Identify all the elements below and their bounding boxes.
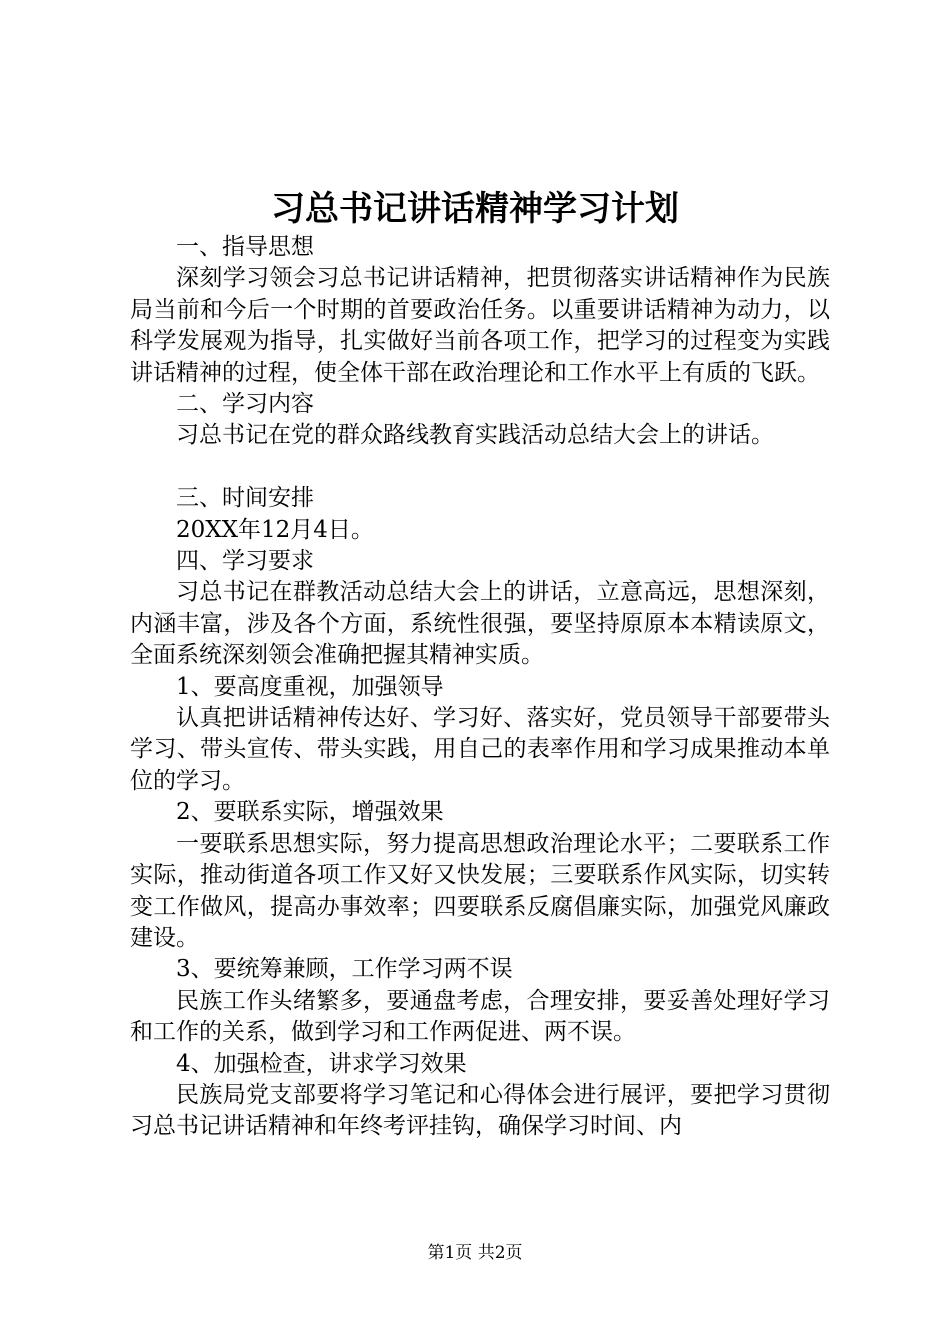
paragraph-time-schedule: 20XX年12月4日。	[176, 516, 374, 543]
paragraph-strengthen-inspection: 民族局党支部要将学习笔记和心得体会进行展评，要把学习贯彻习总书记讲话精神和年终考评挂钩，确保学习时间、内	[130, 1081, 830, 1140]
subheading-attach-importance: 1、要高度重视，加强领导	[176, 673, 444, 700]
blank-line	[130, 452, 830, 483]
heading-guiding-ideology: 一、指导思想	[176, 234, 314, 260]
paragraph-study-content: 习总书记在党的群众路线教育实践活动总结大会上的讲话。	[176, 422, 774, 449]
subheading-overall-planning: 3、要统筹兼顾，工作学习两不误	[176, 956, 513, 983]
document-title: 习总书记讲话精神学习计划	[271, 189, 679, 229]
document-body	[130, 232, 830, 1143]
paragraph-overall-planning: 民族工作头绪繁多，要通盘考虑，合理安排，要妥善处理好学习和工作的关系，做到学习和工作两促进、两不误。	[130, 987, 830, 1046]
subheading-strengthen-inspection: 4、加强检查，讲求学习效果	[176, 1050, 467, 1077]
heading-study-requirements: 四、学习要求	[176, 548, 314, 575]
paragraph-guiding-ideology: 深刻学习领会习总书记讲话精神，把贯彻落实讲话精神作为民族局当前和今后一个时期的首要政治任务。以重要讲话精神为动力，以科学发展观为指导，扎实做好当前各项工作，把学习的过程变为实践讲话精神的过程，使全体干部在政治理论和工作水平上有质的飞跃。	[130, 265, 830, 386]
page-indicator: 第1页 共2页	[427, 1243, 523, 1263]
paragraph-attach-importance: 认真把讲话精神传达好、学习好、落实好，党员领导干部要带头学习、带头宣传、带头实践，用自己的表率作用和学习成果推动本单位的学习。	[130, 705, 830, 794]
paragraph-connect-practice: 一要联系思想实际，努力提高思想政治理论水平；二要联系工作实际，推动街道各项工作又好又快发展；三要联系作风实际，切实转变工作做风，提高办事效率；四要联系反腐倡廉实际，加强党风廉政建设。	[130, 830, 830, 951]
paragraph-study-requirements: 习总书记在群教活动总结大会上的讲话，立意高远，思想深刻，内涵丰富，涉及各个方面，系统性很强，要坚持原原本本精读原文，全面系统深刻领会准确把握其精神实质。	[130, 579, 830, 669]
subheading-connect-practice: 2、要联系实际，增强效果	[176, 799, 444, 826]
heading-study-content: 二、学习内容	[176, 391, 314, 418]
heading-time-schedule: 三、时间安排	[176, 485, 314, 512]
